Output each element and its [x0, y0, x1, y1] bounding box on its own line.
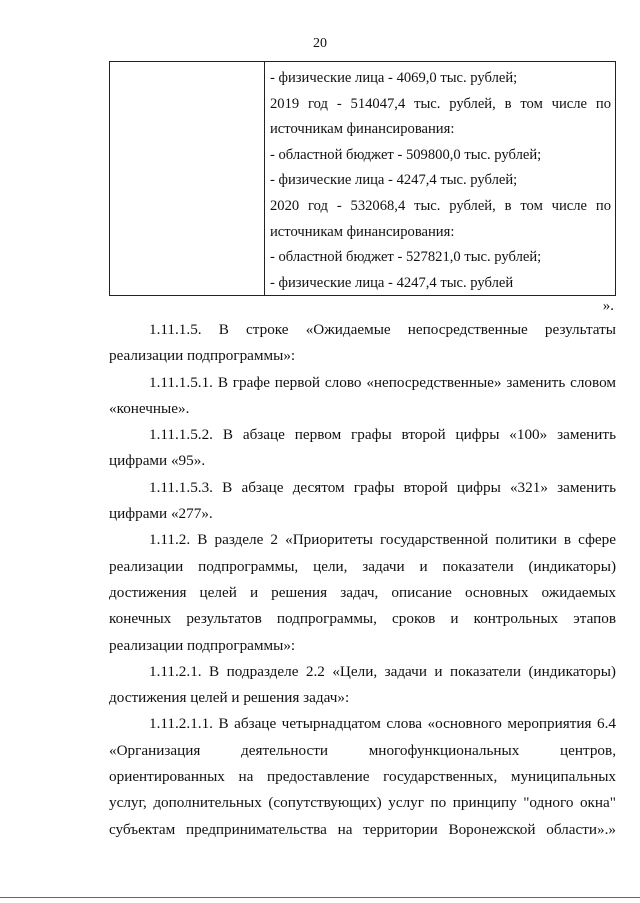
- paragraph-line: 1.11.2. В разделе 2 «Приоритеты государственной политики в сфере: [149, 531, 616, 549]
- paragraph-1-11-1-5-2: [109, 422, 616, 475]
- page-bottom-rule: [0, 897, 640, 898]
- paragraph-line: 1.11.1.5.1. В графе первой слово «непосредственные» заменить словом: [149, 373, 616, 391]
- paragraph-1-11-1-5-3: [109, 475, 616, 528]
- table-line: - физические лица - 4247,4 тыс. рублей;: [270, 172, 518, 189]
- table-line: 2019 год - 514047,4 тыс. рублей, в том числе по: [270, 95, 611, 112]
- paragraph-line: 1.11.1.5.3. В абзаце десятом графы второй цифры «321» заменить: [149, 478, 616, 496]
- paragraph-line: 1.11.2.1.1. В абзаце четырнадцатом слова «основного мероприятия 6.4: [149, 715, 616, 733]
- table-line: - областной бюджет - 527821,0 тыс. рублей;: [270, 249, 542, 266]
- paragraph-1-11-2: [109, 527, 616, 658]
- paragraph-line: цифрами «95».: [109, 452, 206, 470]
- paragraph-line: конечных результатов подпрограммы, сроков и контрольных этапов: [109, 610, 616, 628]
- paragraph-line: субъектам предпринимательства на территории Воронежской области».»: [109, 820, 616, 838]
- table-line: источникам финансирования:: [270, 121, 455, 138]
- paragraph-line: достижения целей и решения задач»:: [109, 689, 350, 707]
- paragraph-line: достижения целей и решения задач, описание основных ожидаемых: [109, 583, 616, 601]
- paragraph-line: 1.11.1.5.2. В абзаце первом графы второй цифры «100» заменить: [149, 426, 616, 444]
- financing-table: [109, 61, 616, 296]
- paragraph-1-11-1-5-1: [109, 370, 616, 423]
- table-line: источникам финансирования:: [270, 223, 455, 240]
- paragraph-line: «конечные».: [109, 399, 190, 417]
- paragraph-line: ориентированных на предоставление государственных, муниципальных: [109, 768, 616, 786]
- table-line: 2020 год - 532068,4 тыс. рублей, в том числе по: [270, 197, 611, 214]
- paragraph-line: 1.11.1.5. В строке «Ожидаемые непосредственные результаты: [149, 321, 616, 338]
- paragraph-line: 1.11.2.1. В подразделе 2.2 «Цели, задачи и показатели (индикаторы): [149, 662, 616, 680]
- table-line: - физические лица - 4069,0 тыс. рублей;: [270, 70, 518, 86]
- paragraph-line: цифрами «277».: [109, 505, 213, 523]
- table-left-column: [110, 62, 265, 295]
- table-right-column: [265, 62, 615, 295]
- paragraph-1-11-2-1-1: [109, 711, 616, 842]
- closing-quote: ».: [602, 298, 614, 314]
- paragraph-line: реализации подпрограммы»:: [109, 347, 296, 365]
- table-line: - физические лица - 4247,4 тыс. рублей: [270, 274, 514, 291]
- paragraph-line: услуг, дополнительных (сопутствующих) услуг по принципу "одного окна": [109, 794, 616, 812]
- paragraph-1-11-2-1: [109, 659, 616, 712]
- paragraph-line: реализации подпрограммы, цели, задачи и показатели (индикаторы): [109, 557, 616, 575]
- paragraph-1-11-1-5: [109, 317, 616, 370]
- document-body: [109, 317, 616, 843]
- paragraph-line: реализации подпрограммы»:: [109, 636, 296, 654]
- table-line: - областной бюджет - 509800,0 тыс. рублей;: [270, 146, 542, 163]
- page-number: 20: [313, 36, 327, 51]
- paragraph-line: «Организация деятельности многофункциональных центров,: [109, 741, 616, 759]
